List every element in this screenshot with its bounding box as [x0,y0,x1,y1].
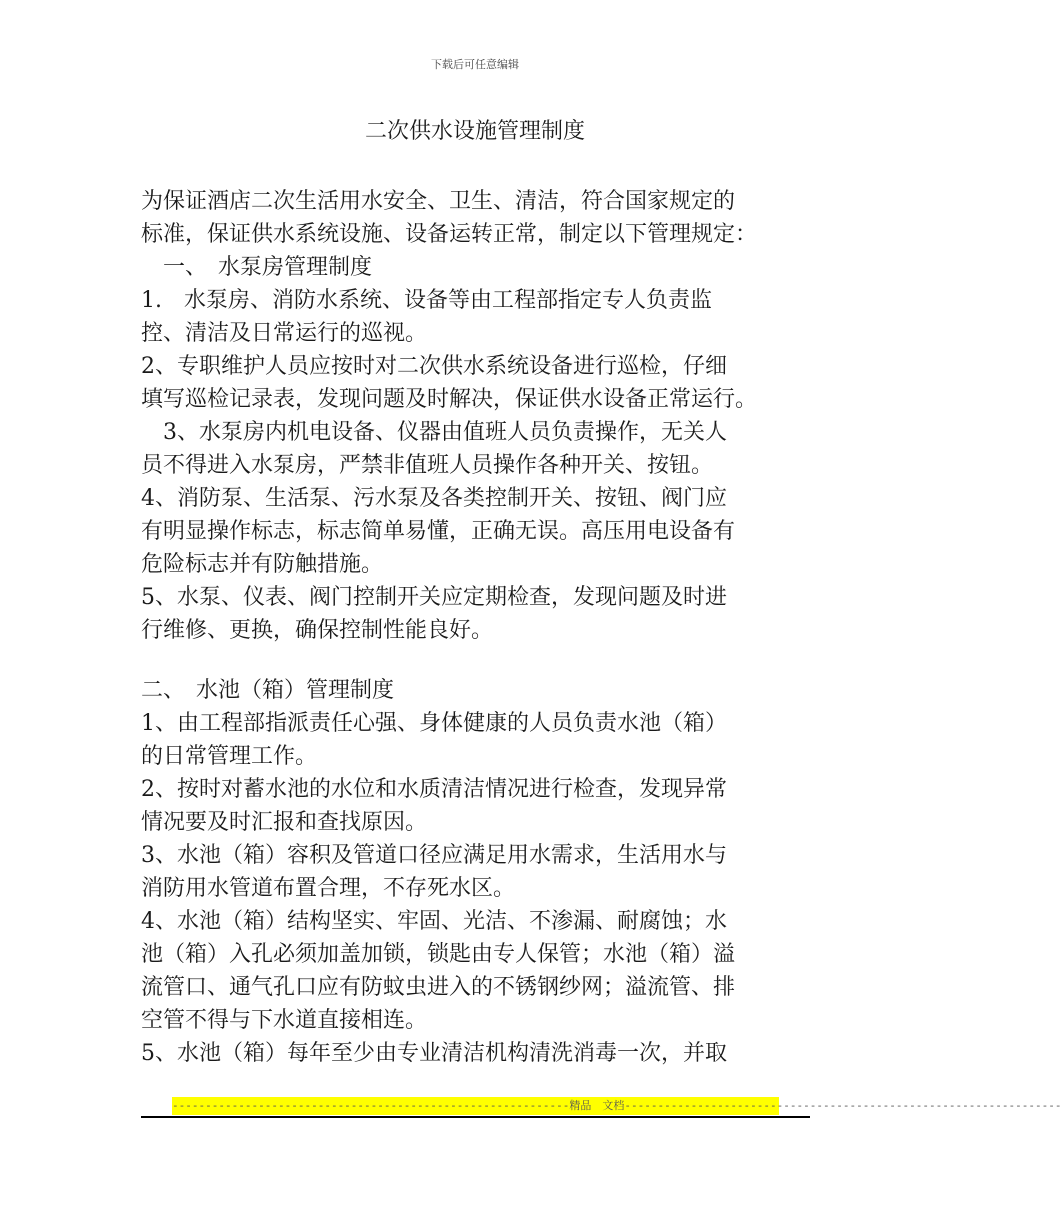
body-line: 危险标志并有防触措施。 [141,552,384,577]
section-heading: 二、 水池（箱）管理制度 [141,678,395,703]
document-body [141,185,821,1070]
body-line: 2、专职维护人员应按时对二次供水系统设备进行巡检，仔细 [141,354,727,379]
paragraph-gap [141,647,821,674]
body-line: 情况要及时汇报和查找原因。 [141,810,428,835]
body-line: 控、清洁及日常运行的巡视。 [141,321,428,346]
body-line: 4、消防泵、生活泵、污水泵及各类控制开关、按钮、阀门应 [141,486,727,511]
body-line: 2、按时对蓄水池的水位和水质清洁情况进行检查，发现异常 [141,777,727,802]
body-line: 3、水池（箱）容积及管道口径应满足用水需求，生活用水与 [141,843,727,868]
body-line: 为保证酒店二次生活用水安全、卫生、清洁，符合国家规定的 [141,189,736,214]
body-line: 池（箱）入孔必须加盖加锁，锁匙由专人保管；水池（箱）溢 [141,942,736,967]
footer-watermark-band: ------------------------------------------------------------精品 文档------------------------------------------------------------------ [172,1097,779,1115]
header-note: 下载后可任意编辑 [431,58,519,71]
body-line: 有明显操作标志，标志简单易懂，正确无误。高压用电设备有 [141,519,736,544]
body-line: 1. 水泵房、消防水系统、设备等由工程部指定专人负责监 [141,288,712,313]
body-line: 员不得进入水泵房，严禁非值班人员操作各种开关、按钮。 [141,453,714,478]
body-line: 4、水池（箱）结构坚实、牢固、光洁、不渗漏、耐腐蚀；水 [141,909,727,934]
body-line: 流管口、通气孔口应有防蚊虫进入的不锈钢纱网；溢流管、排 [141,975,736,1000]
section-heading: 一、 水泵房管理制度 [141,255,373,280]
body-line: 5、水池（箱）每年至少由专业清洁机构清洗消毒一次，并取 [141,1041,727,1066]
body-line: 5、水泵、仪表、阀门控制开关应定期检查，发现问题及时进 [141,585,727,610]
body-line: 消防用水管道布置合理，不存死水区。 [141,876,516,901]
document-title: 二次供水设施管理制度 [364,119,585,144]
body-line: 1、由工程部指派责任心强、身体健康的人员负责水池（箱） [141,711,727,736]
body-line: 行维修、更换，确保控制性能良好。 [141,618,494,643]
body-line: 3、水泵房内机电设备、仪器由值班人员负责操作，无关人 [141,420,727,445]
body-line: 的日常管理工作。 [141,744,318,769]
body-line: 空管不得与下水道直接相连。 [141,1008,428,1033]
body-line: 标准，保证供水系统设施、设备运转正常，制定以下管理规定： [141,222,758,247]
body-line: 填写巡检记录表，发现问题及时解决，保证供水设备正常运行。 [141,387,758,412]
footer-divider [141,1116,810,1118]
